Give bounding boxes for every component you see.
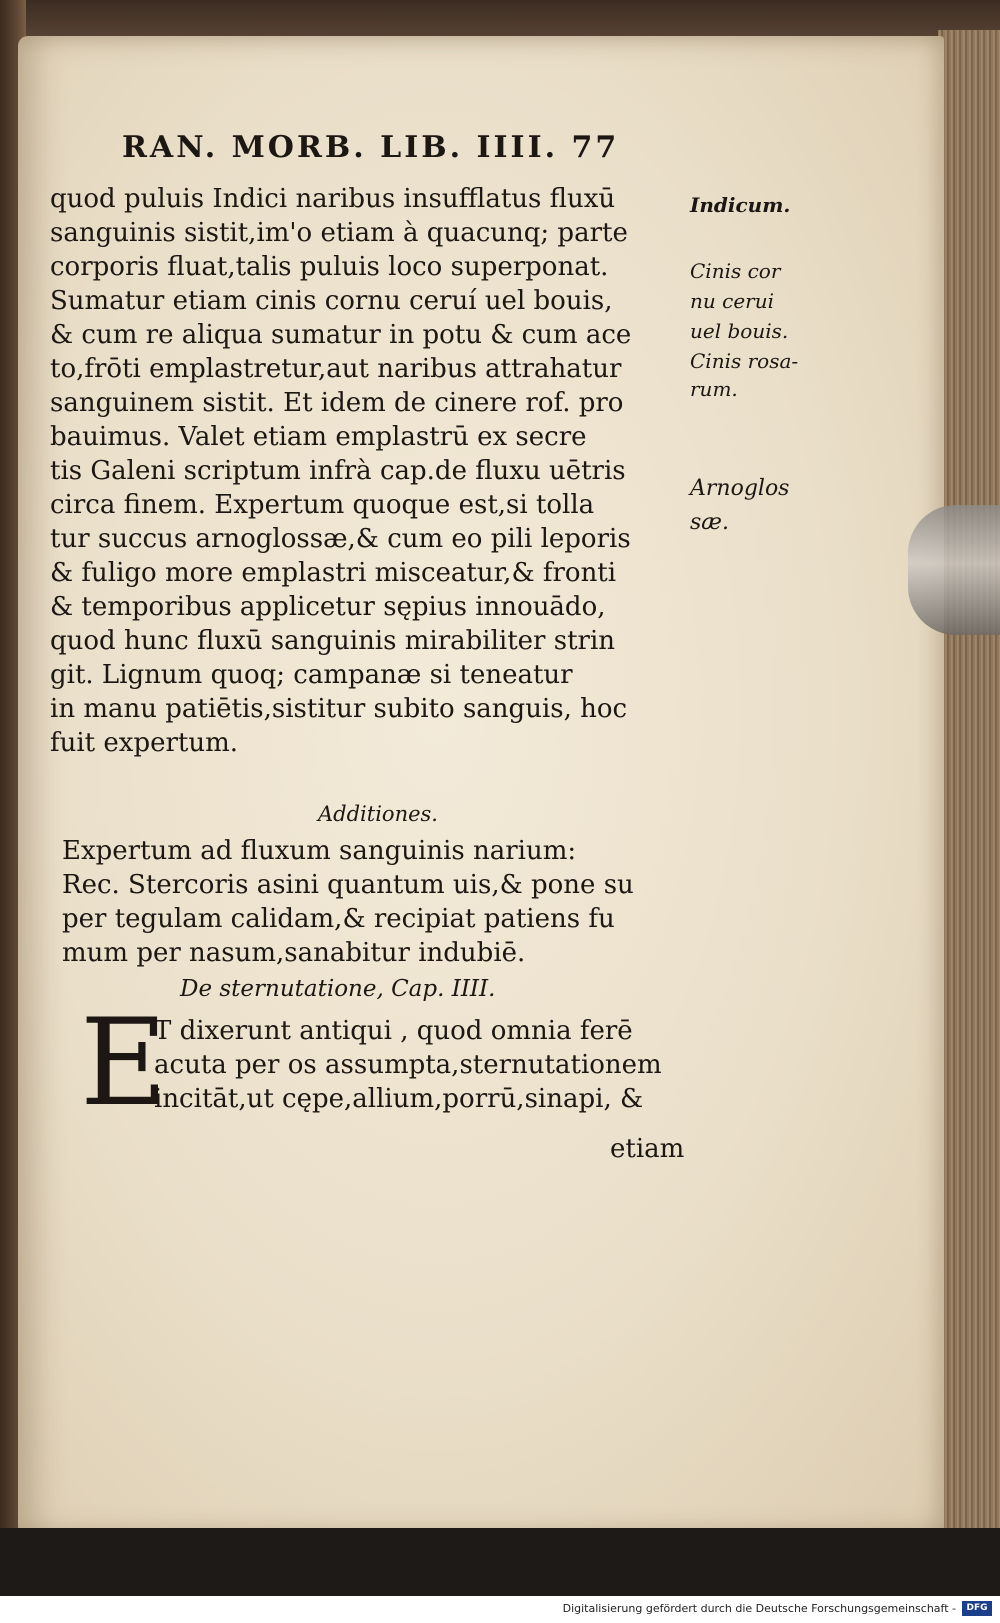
running-head: RAN. MORB. LIB. IIII. 77 <box>122 130 620 165</box>
text-line: incitāt,ut cępe,allium,porrū,sinapi, & <box>154 1084 644 1114</box>
text-line: bauimus. Valet etiam emplastrū ex secre <box>50 422 587 452</box>
margin-note-cinis-cornu: uel bouis. <box>690 319 789 343</box>
text-line: corporis fluat,talis puluis loco superponat. <box>50 252 609 282</box>
additions-heading: Additiones. <box>318 802 438 826</box>
text-line: in manu patiētis,sistitur subito sanguis, hoc <box>50 694 628 724</box>
text-line: sanguinem sistit. Et idem de cinere rof. pro <box>50 388 624 418</box>
text-line: & fuligo more emplastri misceatur,& fronti <box>50 558 617 588</box>
book-clasp <box>908 505 1000 635</box>
chapter-heading: De sternutatione, Cap. IIII. <box>180 976 496 1002</box>
text-line: sanguinis sistit,im'o etiam à quacunq; parte <box>50 218 628 248</box>
text-line: to,frōti emplastretur,aut naribus attrahatur <box>50 354 622 384</box>
text-line: T dixerunt antiqui , quod omnia ferē <box>154 1016 633 1046</box>
text-line: Expertum ad fluxum sanguinis narium: <box>62 836 577 866</box>
margin-note-arnoglossae: Arnoglos <box>690 476 790 501</box>
digitization-footer <box>0 1596 1000 1623</box>
chapter-text-block <box>154 1014 694 1116</box>
decorated-initial: E <box>80 994 168 1133</box>
text-line: fuit expertum. <box>50 728 239 758</box>
text-line: acuta per os assumpta,sternutationem <box>154 1050 662 1080</box>
page-stack-edge <box>938 30 1000 1540</box>
text-line: tur succus arnoglossæ,& cum eo pili leporis <box>50 524 631 554</box>
text-line: tis Galeni scriptum infrà cap.de fluxu uētris <box>50 456 626 486</box>
margin-note-cinis-cornu: nu cerui <box>690 289 774 313</box>
margin-note-cinis-cornu: Cinis cor <box>690 259 781 283</box>
text-line: git. Lignum quoq; campanæ si teneatur <box>50 660 573 690</box>
text-line: Rec. Stercoris asini quantum uis,& pone su <box>62 870 634 900</box>
scan-background <box>0 1528 1000 1596</box>
footer-credit: Digitalisierung gefördert durch die Deutsche Forschungsgemeinschaft - <box>562 1602 956 1615</box>
margin-note-arnoglossae: sæ. <box>690 510 729 535</box>
dfg-logo: DFG <box>962 1601 992 1616</box>
text-line: mum per nasum,sanabitur indubiē. <box>62 938 526 968</box>
margin-note-cinis-rosarum: rum. <box>690 377 738 401</box>
text-line: & cum re aliqua sumatur in potu & cum ace <box>50 320 632 350</box>
additions-text-block <box>62 834 692 970</box>
margin-notes <box>690 188 830 540</box>
text-line: Sumatur etiam cinis cornu ceruí uel bouis, <box>50 286 613 316</box>
text-line: per tegulam calidam,& recipiat patiens fu <box>62 904 615 934</box>
text-line: quod puluis Indici naribus insufflatus fluxū <box>50 184 616 214</box>
main-text-block <box>50 182 690 760</box>
margin-note-indicum: Indicum. <box>690 193 791 217</box>
text-line: & temporibus applicetur sępius innouādo, <box>50 592 606 622</box>
margin-note-cinis-rosarum: Cinis rosa- <box>690 349 799 373</box>
text-line: quod hunc fluxū sanguinis mirabiliter strin <box>50 626 616 656</box>
catchword: etiam <box>610 1134 685 1164</box>
text-line: circa finem. Expertum quoque est,si tolla <box>50 490 595 520</box>
